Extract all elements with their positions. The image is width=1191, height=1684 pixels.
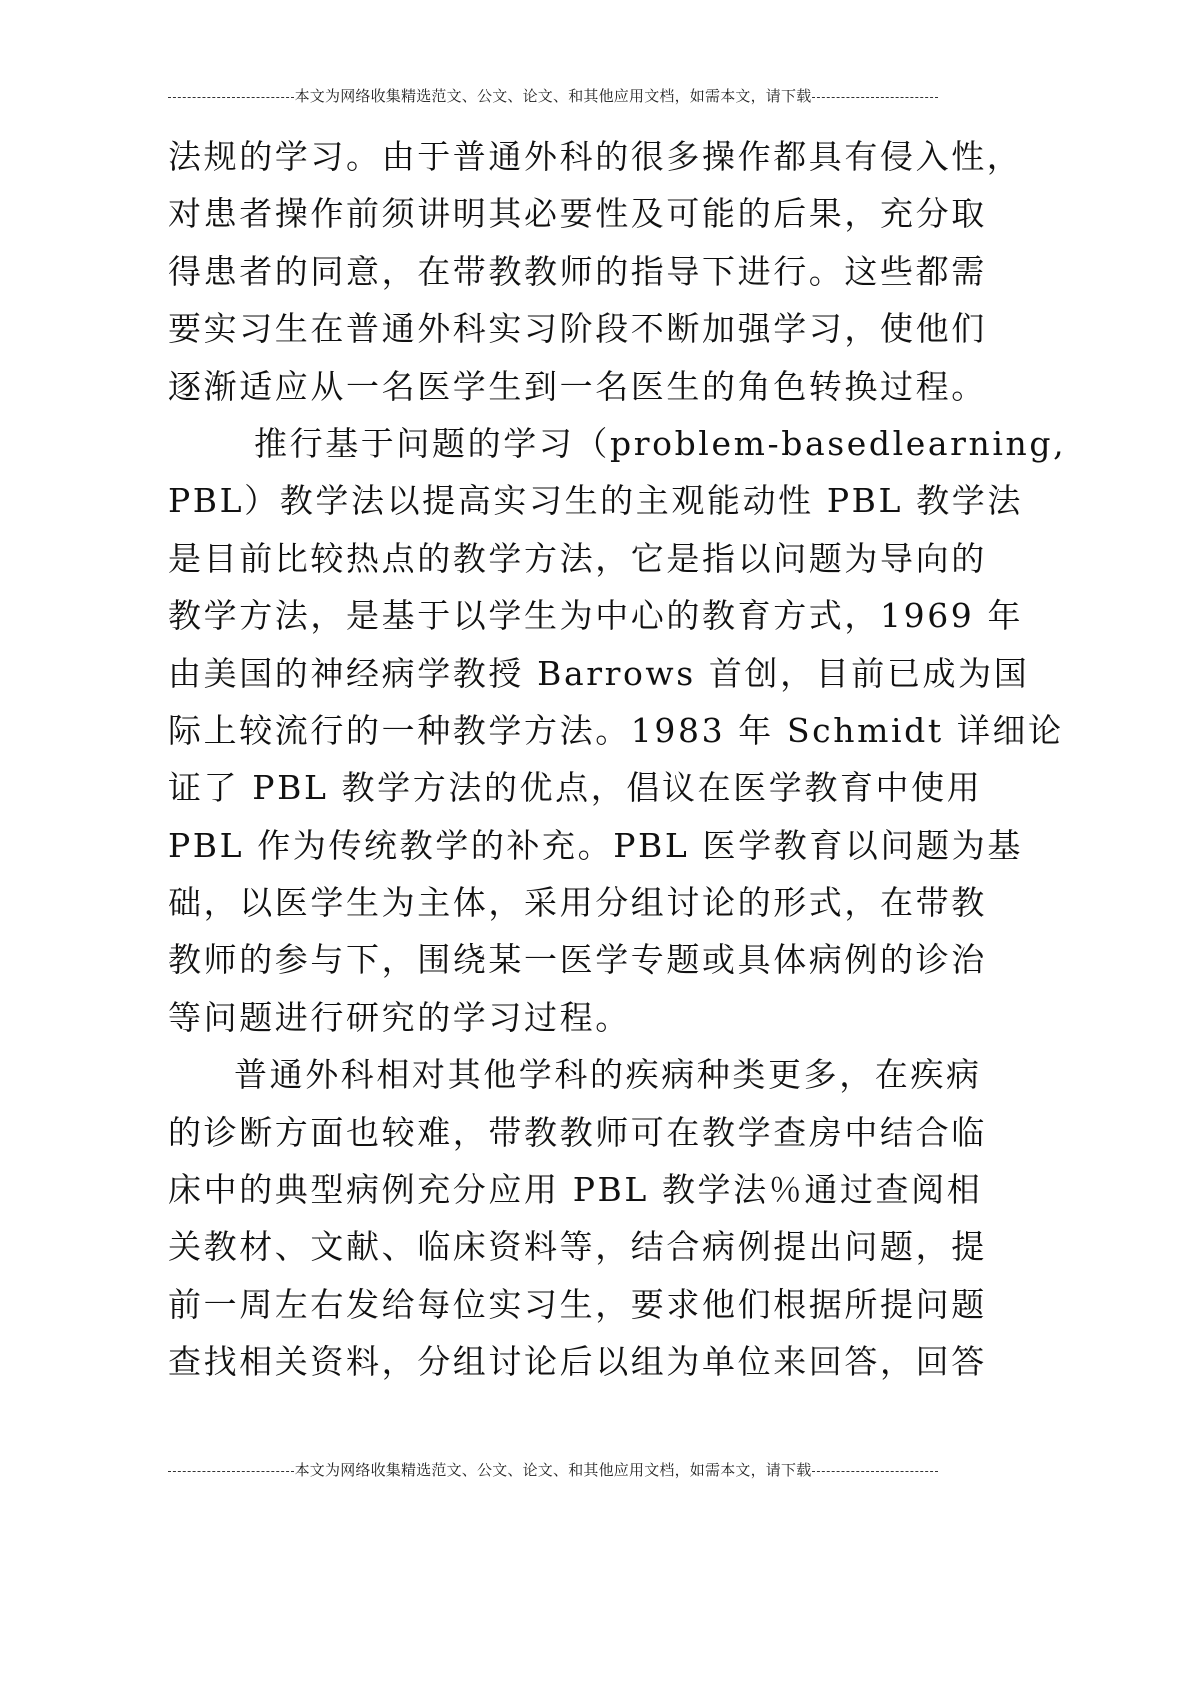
paragraph-line: 对患者操作前须讲明其必要性及可能的后果，充分取: [168, 194, 987, 234]
paragraph-line: 逐渐适应从一名医学生到一名医生的角色转换过程。: [168, 366, 987, 406]
header-notice: [168, 86, 938, 106]
paragraph-1: [168, 128, 1023, 415]
footer-left-rule: [168, 1471, 294, 1472]
paragraph-line: 等问题进行研究的学习过程。: [168, 997, 631, 1037]
footer-notice-text: 本文为网络收集精选范文、公文、论文、和其他应用文档，如需本文，请下载: [294, 1461, 812, 1479]
footer-notice: [168, 1460, 938, 1480]
paragraph-line: 证了 PBL 教学方法的优点，倡议在医学教育中使用: [168, 768, 983, 808]
paragraph-line: 查找相关资料，分组讨论后以组为单位来回答，回答: [168, 1342, 987, 1382]
paragraph-line: 础，以医学生为主体，采用分组讨论的形式，在带教: [168, 883, 987, 923]
paragraph-line: 际上较流行的一种教学方法。1983 年 Schmidt 详细论: [168, 710, 1064, 750]
paragraph-line: 由美国的神经病学教授 Barrows 首创，目前已成为国: [168, 653, 1030, 693]
paragraph-line: 是目前比较热点的教学方法，它是指以问题为导向的: [168, 538, 987, 578]
footer-right-rule: [812, 1471, 938, 1472]
header-right-rule: [812, 97, 938, 98]
paragraph-line: 得患者的同意，在带教教师的指导下进行。这些都需: [168, 251, 987, 291]
paragraph-3: [168, 1046, 987, 1390]
paragraph-line: 床中的典型病例充分应用 PBL 教学法％通过查阅相: [168, 1170, 983, 1210]
paragraph-line: 关教材、文献、临床资料等，结合病例提出问题，提: [168, 1227, 987, 1267]
paragraph-line: PBL）教学法以提高实习生的主观能动性 PBL 教学法: [168, 481, 1023, 521]
paragraph-2: [168, 415, 1067, 1046]
header-left-rule: [168, 97, 294, 98]
body-text: [168, 128, 1067, 1391]
paragraph-line: 教师的参与下，围绕某一医学专题或具体病例的诊治: [168, 940, 987, 980]
paragraph-line: 前一周左右发给每位实习生，要求他们根据所提问题: [168, 1284, 987, 1324]
header-notice-text: 本文为网络收集精选范文、公文、论文、和其他应用文档，如需本文，请下载: [294, 87, 812, 105]
paragraph-line: 教学方法，是基于以学生为中心的教育方式，1969 年: [168, 596, 1024, 636]
paragraph-line: 普通外科相对其他学科的疾病种类更多，在疾病: [234, 1055, 982, 1095]
paragraph-line: PBL 作为传统教学的补充。PBL 医学教育以问题为基: [168, 825, 1023, 865]
paragraph-line: 推行基于问题的学习（problem-basedlearning,: [254, 423, 1067, 463]
paragraph-line: 要实习生在普通外科实习阶段不断加强学习，使他们: [168, 309, 987, 349]
paragraph-line: 的诊断方面也较难，带教教师可在教学查房中结合临: [168, 1112, 987, 1152]
paragraph-line: 法规的学习。由于普通外科的很多操作都具有侵入性，: [168, 137, 1023, 176]
